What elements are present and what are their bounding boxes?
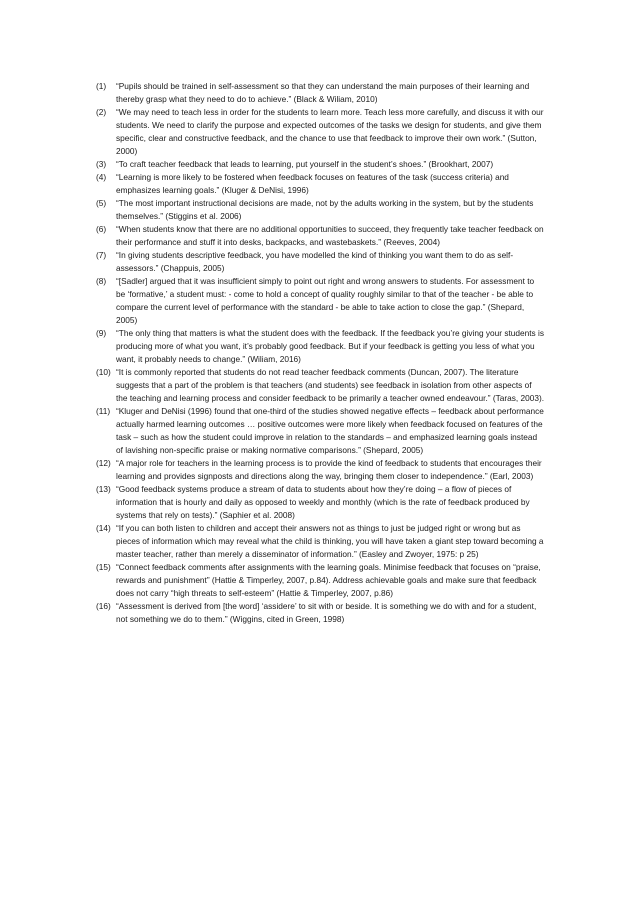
- quote-text: “Learning is more likely to be fostered when feedback focuses on features of the task (success criteria) and emphasizes learning goals.” (Kluger & DeNisi, 1996): [116, 172, 509, 195]
- quote-number: (10): [96, 367, 111, 377]
- quote-text: “Kluger and DeNisi (1996) found that one-third of the studies showed negative effects – feedback about performance actually harmed learning outcomes … positive outcomes were more likely when feedback focused on features of the task – such as how the student could improve in relation to the standards – and emphasized learning goals instead of lavishing non-specific praise or making normative comparisons.” (Shepard, 2005): [116, 406, 544, 455]
- quote-number: (14): [96, 523, 111, 533]
- quote-item-7: [96, 249, 544, 275]
- quote-item-2: [96, 106, 544, 158]
- quote-item-3: [96, 158, 544, 171]
- quote-text: “In giving students descriptive feedback, you have modelled the kind of thinking you want them to do as self-assessors.” (Chappuis, 2005): [116, 250, 514, 273]
- quote-item-14: [96, 522, 544, 561]
- quote-item-12: [96, 457, 544, 483]
- quote-text: “The most important instructional decisions are made, not by the adults working in the system, but by the students themselves.” (Stiggins et al. 2006): [116, 198, 534, 221]
- quote-item-11: [96, 405, 544, 457]
- quote-number: (12): [96, 458, 111, 468]
- quote-text: “Pupils should be trained in self-assessment so that they can understand the main purposes of their learning and thereby grasp what they need to do to achieve.” (Black & Wiliam, 2010): [116, 81, 530, 104]
- quote-item-9: [96, 327, 544, 366]
- quote-number: (16): [96, 601, 111, 611]
- quote-number: (8): [96, 276, 107, 286]
- quote-number: (6): [96, 224, 107, 234]
- quote-item-1: [96, 80, 544, 106]
- quote-number: (5): [96, 198, 107, 208]
- quote-item-8: [96, 275, 544, 327]
- quote-number: (3): [96, 159, 107, 169]
- quote-text: “If you can both listen to children and accept their answers not as things to just be judged right or wrong but as pieces of information which may reveal what the child is thinking, you will have taken a giant step toward becoming a master teacher, rather than merely a disseminator of information.” (Easley and Zwoyer, 1975: p 25): [116, 523, 544, 559]
- quote-number: (1): [96, 81, 107, 91]
- quote-item-13: [96, 483, 544, 522]
- quote-item-5: [96, 197, 544, 223]
- quote-number: (2): [96, 107, 107, 117]
- quote-number: (13): [96, 484, 111, 494]
- quote-item-16: [96, 600, 544, 626]
- quote-text: “We may need to teach less in order for the students to learn more. Teach less more carefully, and discuss it with our students. We need to clarify the purpose and expected outcomes of the tasks we design for students, and give them specific, clear and constructive feedback, and the chance to use that feedback to improve their own work.” (Sutton, 2000): [116, 107, 544, 156]
- quote-text: “Assessment is derived from [the word] ‘assidere’ to sit with or beside. It is something we do with and for a student, not something we do to them.” (Wiggins, cited in Green, 1998): [116, 601, 537, 624]
- quote-number: (15): [96, 562, 111, 572]
- quote-number: (4): [96, 172, 107, 182]
- quote-text: “A major role for teachers in the learning process is to provide the kind of feedback to students that encourages their learning and provides signposts and directions along the way, bringing them closer to independence.” (Earl, 2003): [116, 458, 542, 481]
- quote-text: “[Sadler] argued that it was insufficient simply to point out right and wrong answers to students. For assessment to be ‘formative,’ a student must: - come to hold a concept of quality roughly similar to that of the teacher - be able to compare the current level of performance with the standard - be able to take action to close the gap.” (Shepard, 2005): [116, 276, 535, 325]
- quote-number: (9): [96, 328, 107, 338]
- quote-number: (7): [96, 250, 107, 260]
- quote-text: “When students know that there are no additional opportunities to succeed, they frequently take teacher feedback on their performance and stuff it into desks, backpacks, and wastebaskets.” (Reeves, 2004): [116, 224, 544, 247]
- quote-text: “To craft teacher feedback that leads to learning, put yourself in the student’s shoes.” (Brookhart, 2007): [116, 159, 494, 169]
- quote-number: (11): [96, 406, 111, 416]
- quote-item-10: [96, 366, 544, 405]
- quote-text: “Good feedback systems produce a stream of data to students about how they’re doing – a flow of pieces of information that is hourly and daily as opposed to weekly and monthly (which is the rate of feedback produced by systems that rely on tests).” (Saphier et al. 2008): [116, 484, 530, 520]
- quote-text: “The only thing that matters is what the student does with the feedback. If the feedback you’re giving your students is producing more of what you want, it’s probably good feedback. But if your feedback is getting you less of what you want, it probably needs to change.” (Wiliam, 2016): [116, 328, 544, 364]
- quote-text: “It is commonly reported that students do not read teacher feedback comments (Duncan, 2007). The literature suggests that a part of the problem is that teachers (and students) see feedback in isolation from other aspects of the teaching and learning process and consider feedback to be primarily a teacher owned endeavour.” (Taras, 2003).: [116, 367, 545, 403]
- quote-list: [96, 80, 544, 626]
- quote-item-6: [96, 223, 544, 249]
- quote-text: “Connect feedback comments after assignments with the learning goals. Minimise feedback that focuses on “praise, rewards and punishment” (Hattie & Timperley, 2007, p.84). Address achievable goals and make sure that feedback does not carry “high threats to self-esteem” (Hattie & Timperley, 2007, p.86): [116, 562, 541, 598]
- quote-item-4: [96, 171, 544, 197]
- quote-item-15: [96, 561, 544, 600]
